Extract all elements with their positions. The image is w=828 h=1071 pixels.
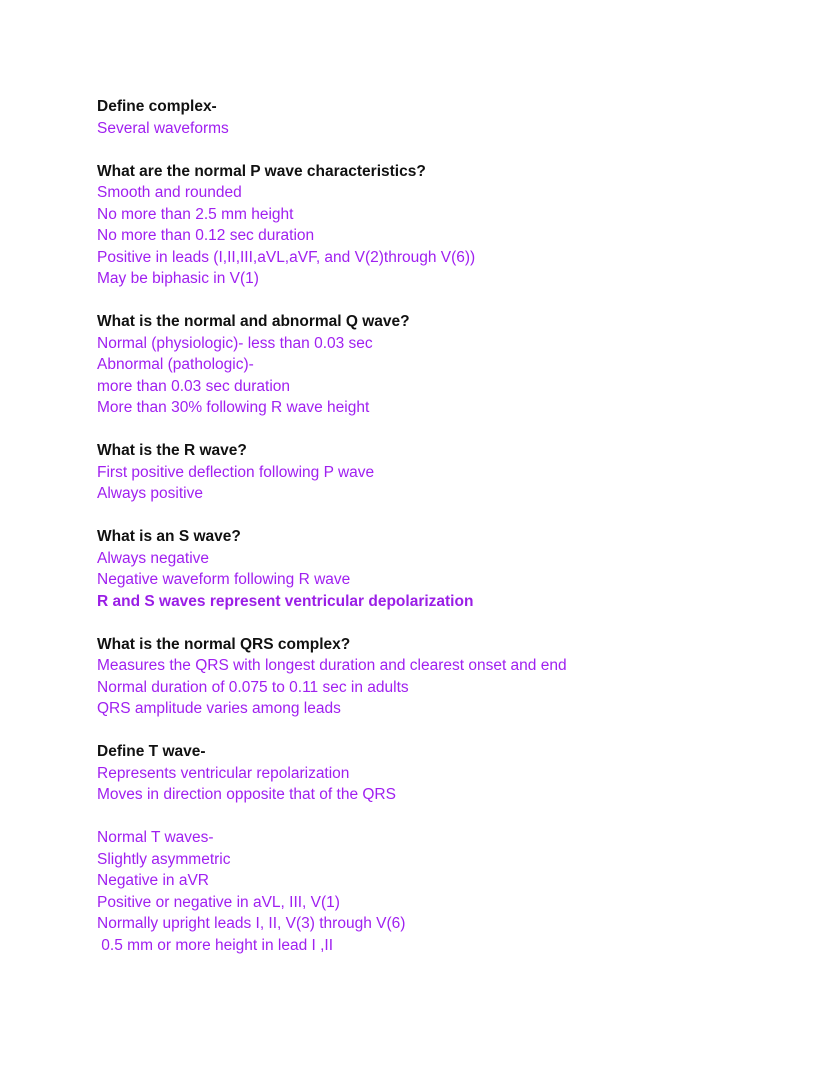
- qa-section: [97, 741, 797, 806]
- question-heading: What is the R wave?: [97, 442, 247, 459]
- qa-section: [97, 440, 797, 505]
- qa-section: [97, 634, 797, 720]
- answer-line: Normal duration of 0.075 to 0.11 sec in adults: [97, 678, 409, 696]
- answer-line: 0.5 mm or more height in lead I ,II: [97, 936, 334, 954]
- answer-line: No more than 2.5 mm height: [97, 205, 294, 223]
- answer-line: Several waveforms: [97, 119, 229, 137]
- answer-line: Moves in direction opposite that of the QRS: [97, 786, 396, 803]
- answer-line: Represents ventricular repolarization: [97, 764, 350, 782]
- answer-line: First positive deflection following P wave: [97, 463, 375, 481]
- qa-section: [97, 827, 797, 956]
- answer-line: Smooth and rounded: [97, 184, 242, 201]
- answer-line: QRS amplitude varies among leads: [97, 700, 341, 717]
- answer-line: Normal (physiologic)- less than 0.03 sec: [97, 334, 373, 352]
- question-heading: Define complex-: [97, 98, 217, 115]
- qa-section: [97, 96, 797, 139]
- question-heading: What is the normal and abnormal Q wave?: [97, 313, 410, 330]
- answer-line: No more than 0.12 sec duration: [97, 227, 315, 244]
- answer-line: Negative waveform following R wave: [97, 571, 351, 588]
- answer-line: Positive in leads (I,II,III,aVL,aVF, and V(2)through V(6)): [97, 248, 476, 266]
- answer-line: Normal T waves-: [97, 829, 214, 846]
- answer-line: Negative in aVR: [97, 872, 210, 889]
- question-heading: Define T wave-: [97, 743, 206, 760]
- question-heading: What are the normal P wave characteristics?: [97, 162, 426, 180]
- qa-section: [97, 311, 797, 419]
- answer-line: Positive or negative in aVL, III, V(1): [97, 893, 340, 911]
- answer-line: Abnormal (pathologic)-: [97, 356, 254, 373]
- question-heading: What is an S wave?: [97, 528, 241, 545]
- answer-line: Normally upright leads I, II, V(3) through V(6): [97, 915, 406, 932]
- answer-line: Always negative: [97, 549, 210, 567]
- qa-section: [97, 161, 797, 290]
- document-page: [97, 96, 797, 978]
- answer-line-emphasis: R and S waves represent ventricular depolarization: [97, 592, 474, 610]
- answer-line: Slightly asymmetric: [97, 850, 231, 868]
- qa-section: [97, 526, 797, 612]
- question-heading: What is the normal QRS complex?: [97, 635, 351, 653]
- answer-line: more than 0.03 sec duration: [97, 377, 291, 395]
- answer-line: Always positive: [97, 485, 203, 502]
- answer-line: Measures the QRS with longest duration and clearest onset and end: [97, 657, 567, 674]
- answer-line: May be biphasic in V(1): [97, 270, 259, 287]
- answer-line: More than 30% following R wave height: [97, 399, 370, 416]
